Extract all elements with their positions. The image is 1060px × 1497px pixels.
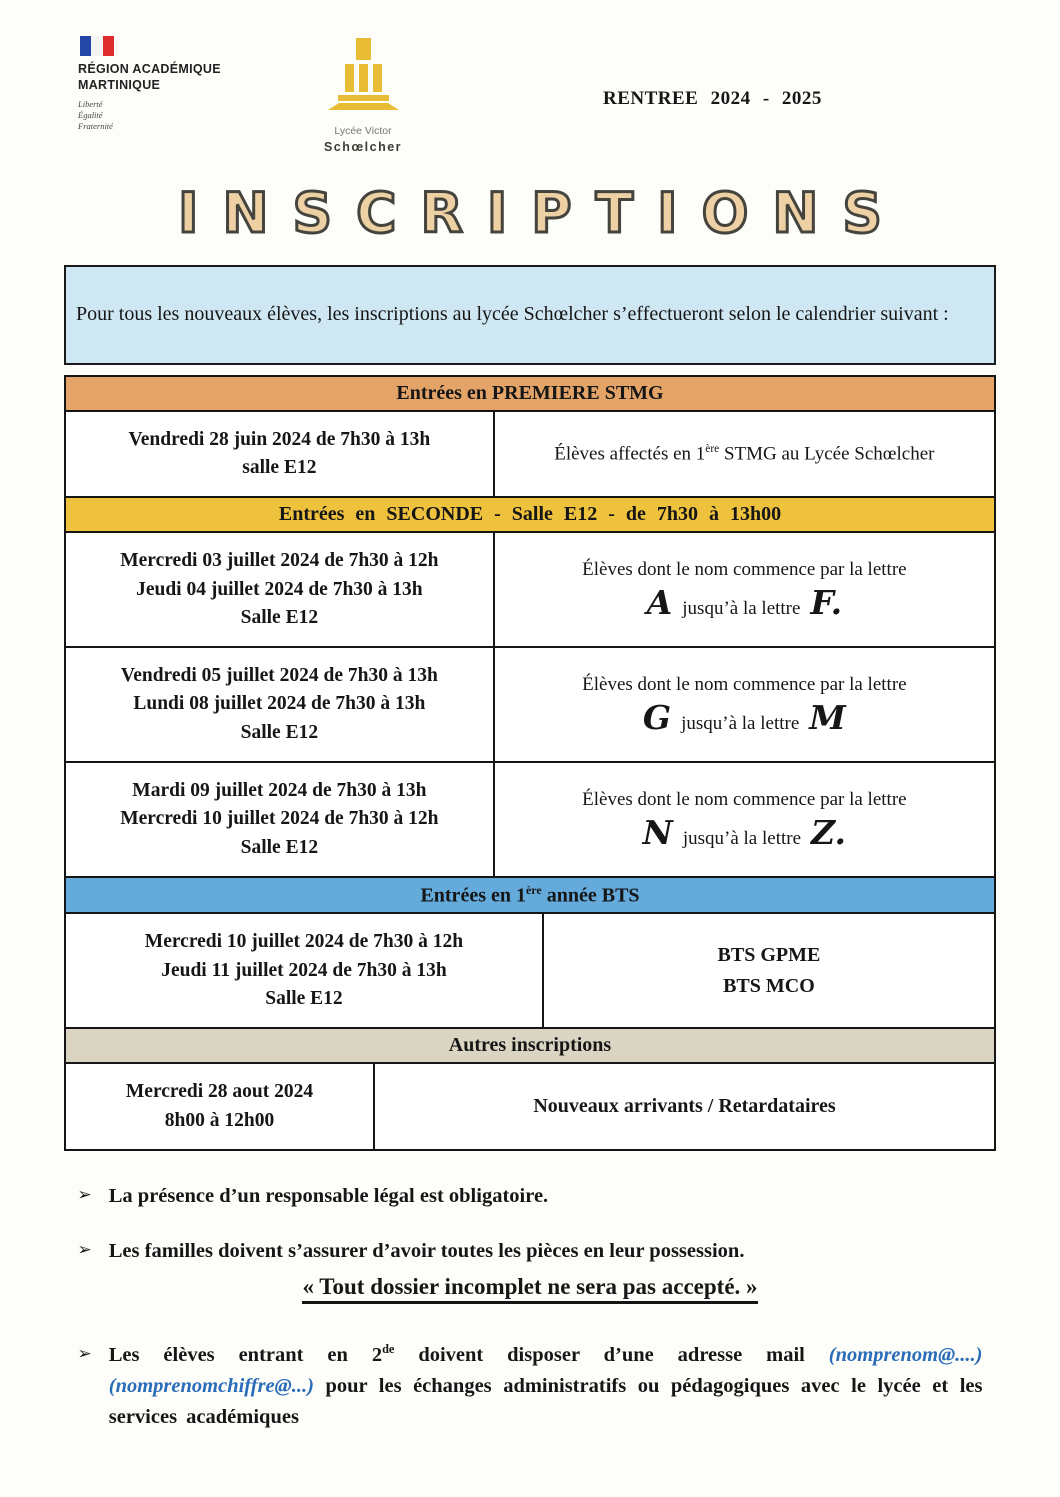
room-line: Salle E12 [240,836,319,858]
date-line: Mercredi 28 aout 2024 [125,1081,314,1103]
section-header-seconde [66,496,994,531]
region-name-line1: RÉGION ACADÉMIQUE [78,62,221,76]
letter-to: M [809,698,846,738]
email-example-1: (nomprenom@....) [828,1344,983,1367]
quote-dossier [78,1274,983,1300]
region-name-line2: MARTINIQUE [78,78,161,93]
seconde-row-2 [66,646,994,761]
date-line: Mercredi 10 juillet 2024 de 7h30 à 12h [120,808,439,830]
school-name-line1: Lycée Victor [334,125,392,137]
note-adresse-mail-text [109,1340,983,1432]
arrow-bullet-icon: ➢ [77,1239,92,1259]
note-legal-text: La présence d’un responsable légal est obligatoire. [108,1184,549,1207]
note-mail-part3: pour les échanges administratifs ou pédagogiques avec le lycée et les services académiques [108,1375,983,1428]
section-header-premiere-label: Entrées en PREMIERE STMG [396,381,664,404]
note-mail-part1: Les élèves entrant en 2 [108,1344,383,1367]
letters-intro: Élèves dont le nom commence par la lettre [582,674,907,696]
autres-info-cell [375,1064,994,1149]
date-line: Lundi 08 juillet 2024 de 7h30 à 13h [133,693,426,715]
letters-intro: Élèves dont le nom commence par la lettre [582,559,907,581]
motto-liberte: Liberté [78,98,103,109]
date-line: Mercredi 10 juillet 2024 de 7h30 à 12h [144,931,464,953]
bts-date-cell [66,914,544,1027]
note-legal [78,1181,983,1212]
section-header-bts [66,876,994,913]
room-line: Salle E12 [240,606,319,628]
letters-range [642,698,846,738]
section-header-autres [66,1027,994,1062]
premiere-info-post: STMG au Lycée Schœlcher [719,443,935,465]
school-logo [308,36,418,155]
autres-row [66,1062,994,1149]
note-adresse-mail [78,1340,983,1432]
french-flag-icon [80,36,114,56]
premiere-row [66,410,994,497]
seconde-2-info-cell [495,648,994,761]
letters-between: jusqu’à la lettre [682,598,801,620]
letters-between: jusqu’à la lettre [681,713,800,735]
bts-header-post: année BTS [541,884,640,907]
rentree-title: RENTREE 2024 - 2025 [603,88,822,109]
section-header-premiere [66,377,994,410]
letter-from: G [642,698,672,738]
date-line: Jeudi 11 juillet 2024 de 7h30 à 13h [161,959,447,981]
motto-fraternite: Fraternité [78,121,113,132]
date-line: Mercredi 03 juillet 2024 de 7h30 à 12h [120,550,439,572]
motto-egalite: Égalité [78,109,103,120]
room-line: Salle E12 [240,721,319,743]
autres-date-cell [66,1064,375,1149]
arrow-bullet-icon: ➢ [77,1184,92,1204]
premiere-info-pre: Élèves affectés en 1 [554,443,706,465]
intro-text: Pour tous les nouveaux élèves, les inscriptions au lycée Schœlcher s’effectueront selon le calendrier suivant : [76,303,949,326]
date-line: Vendredi 05 juillet 2024 de 7h30 à 13h [120,665,438,687]
school-name [308,125,418,155]
premiere-info-cell [495,412,994,497]
page-header [0,0,1060,155]
seconde-2-date-cell [66,648,495,761]
seconde-row-1 [66,531,994,646]
time-line: 8h00 à 12h00 [164,1109,275,1131]
letter-from: A [646,583,673,623]
note-mail-part2: doivent disposer d’une adresse mail [394,1344,829,1367]
seconde-1-info-cell [495,533,994,646]
bts-info-cell [544,914,994,1027]
quote-dossier-text: « Tout dossier incomplet ne sera pas accepté. » [302,1274,757,1304]
intro-box [64,265,996,365]
notes-section [78,1181,983,1433]
autres-info-text: Nouveaux arrivants / Retardataires [533,1095,836,1118]
bts-header-sup: ère [525,882,542,897]
note-familles [78,1236,983,1267]
letter-from: N [642,812,673,852]
note-mail-sup: de [382,1342,395,1357]
region-motto [78,99,238,133]
seconde-row-3 [66,761,994,876]
page-title: INSCRIPTIONS [178,180,906,245]
email-example-2: (nomprenomchiffre@...) [108,1375,314,1398]
premiere-date-cell [66,412,495,497]
section-header-autres-label: Autres inscriptions [448,1034,612,1057]
date-line: Mardi 09 juillet 2024 de 7h30 à 13h [132,780,427,802]
note-familles-text: Les familles doivent s’assurer d’avoir toutes les pièces en leur possession. [108,1239,745,1262]
bts-program-1: BTS GPME [717,943,821,966]
letter-to: F. [810,583,843,623]
region-academique-logo [78,36,238,133]
letters-range [646,583,843,623]
seconde-3-info-cell [495,763,994,876]
premiere-info-text [554,443,934,465]
section-header-seconde-label: Entrées en SECONDE - Salle E12 - de 7h30 à 13h00 [278,503,782,526]
date-line: Jeudi 04 juillet 2024 de 7h30 à 13h [136,578,423,600]
inscription-table [64,375,996,1151]
letters-between: jusqu’à la lettre [682,827,802,849]
school-crest-icon [320,36,406,120]
room-line: salle E12 [242,457,317,479]
school-name-line2: Schœlcher [323,139,403,154]
letters-intro: Élèves dont le nom commence par la lettre [582,788,907,810]
date-line: Vendredi 28 juin 2024 de 7h30 à 13h [128,428,431,450]
bts-row [66,912,994,1027]
seconde-1-date-cell [66,533,495,646]
room-line: Salle E12 [265,988,343,1009]
letter-to: Z. [811,812,847,852]
region-name [78,61,238,94]
arrow-bullet-icon: ➢ [77,1344,92,1364]
letters-range [642,812,847,852]
premiere-info-sup: ère [705,442,720,455]
bts-header-pre: Entrées en 1 [420,884,526,907]
bts-program-2: BTS MCO [723,974,815,997]
seconde-3-date-cell [66,763,495,876]
